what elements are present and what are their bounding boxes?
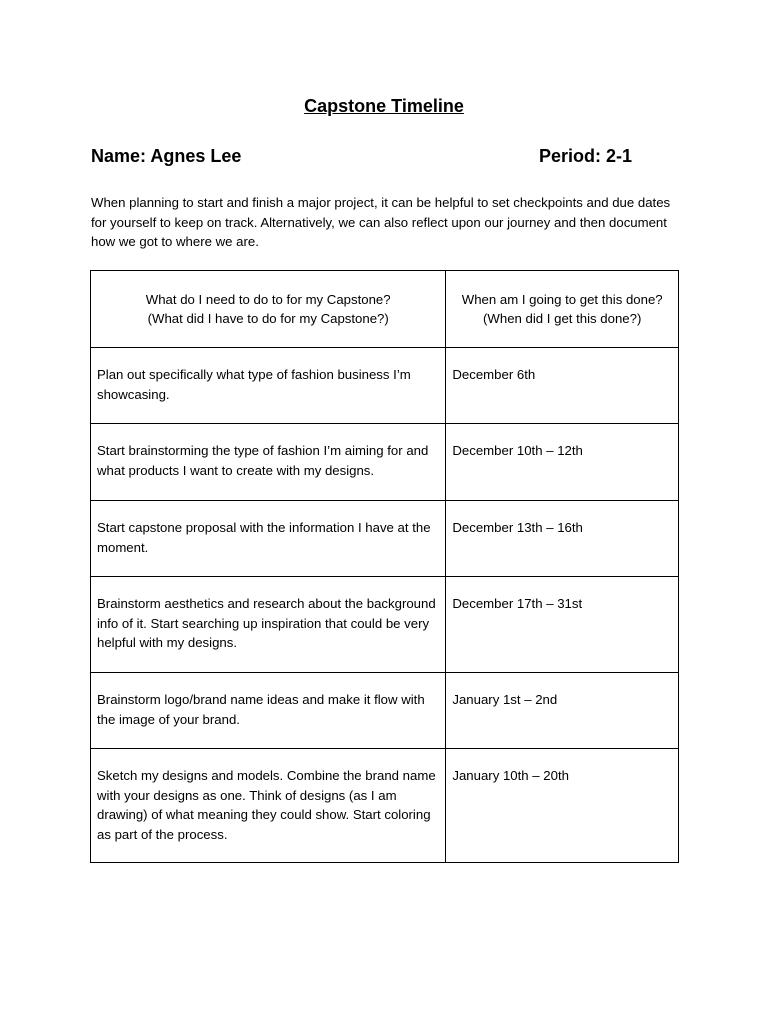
task-cell: Start brainstorming the type of fashion I’m aiming for and what products I want to create with my designs. xyxy=(91,424,446,501)
date-cell: January 10th – 20th xyxy=(446,749,679,863)
task-header-line2: (What did I have to do for my Capstone?) xyxy=(147,311,389,326)
task-cell: Brainstorm aesthetics and research about the background info of it. Start searching up inspiration that could be very helpful with my designs. xyxy=(91,577,446,673)
task-cell: Sketch my designs and models. Combine the brand name with your designs as one. Think of designs (as I am drawing) of what meaning they could show. Start coloring as part of the process. xyxy=(91,749,446,863)
date-cell: December 10th – 12th xyxy=(446,424,679,501)
student-name: Name: Agnes Lee xyxy=(91,146,242,166)
date-cell: January 1st – 2nd xyxy=(446,673,679,749)
date-header-line1: When am I going to get this done? xyxy=(461,291,663,307)
timeline-table xyxy=(90,270,679,863)
task-cell: Plan out specifically what type of fashion business I’m showcasing. xyxy=(91,348,446,424)
table-header-row xyxy=(91,271,679,348)
table-row xyxy=(91,424,679,501)
table-row xyxy=(91,749,679,863)
document-title: Capstone Timeline xyxy=(304,96,464,116)
task-cell: Start capstone proposal with the information I have at the moment. xyxy=(91,501,446,577)
table-row xyxy=(91,501,679,577)
date-header-line2: (When did I get this done?) xyxy=(483,311,642,326)
task-header-line1: What do I need to do to for my Capstone? xyxy=(145,291,391,307)
intro-paragraph: When planning to start and finish a major project, it can be helpful to set checkpoints and due dates for yourself to keep on track. Alternatively, we can also reflect upon our journey and then document how we got to where we are. xyxy=(91,195,671,249)
task-column-header xyxy=(91,271,446,348)
class-period: Period: 2-1 xyxy=(539,146,633,166)
task-cell: Brainstorm logo/brand name ideas and make it flow with the image of your brand. xyxy=(91,673,446,749)
table-row xyxy=(91,673,679,749)
date-column-header xyxy=(446,271,679,348)
table-row xyxy=(91,348,679,424)
date-cell: December 13th – 16th xyxy=(446,501,679,577)
table-row xyxy=(91,577,679,673)
date-cell: December 6th xyxy=(446,348,679,424)
date-cell: December 17th – 31st xyxy=(446,577,679,673)
